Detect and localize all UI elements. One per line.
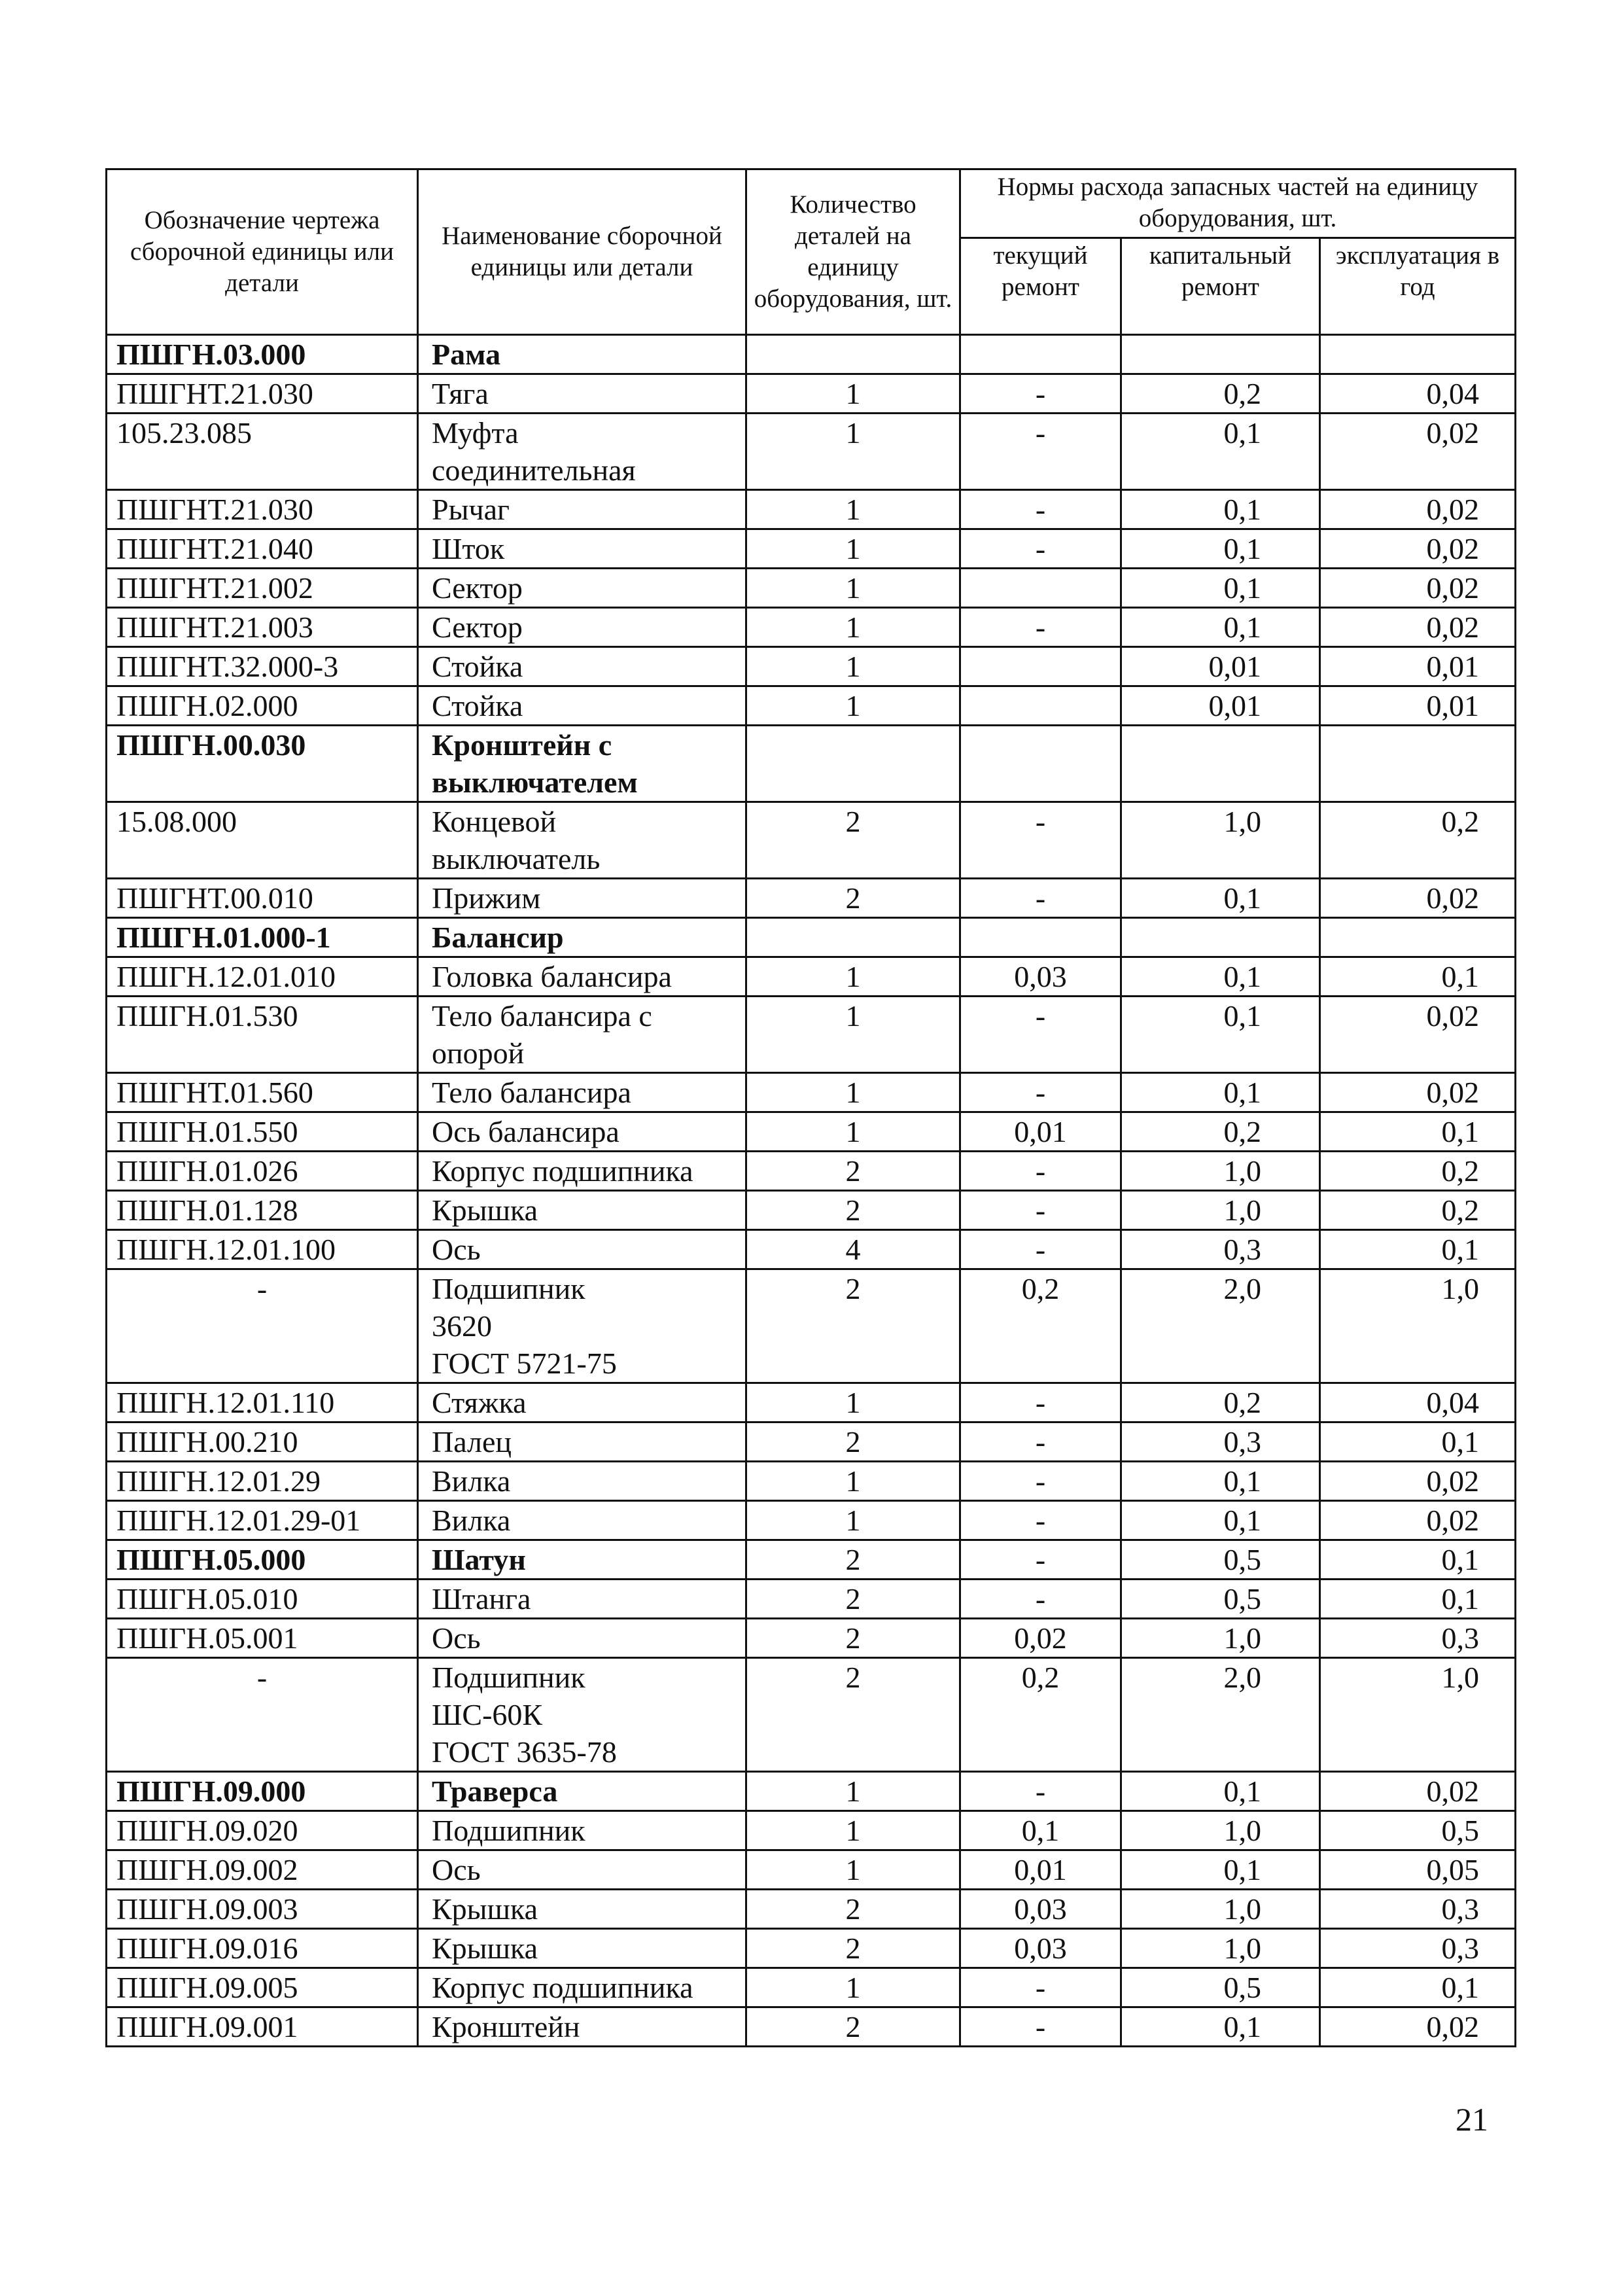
cell-quantity: 2 bbox=[746, 1152, 960, 1191]
cell-capital-repair: 0,01 bbox=[1121, 686, 1320, 726]
cell-drawing-code: ПШГН.05.010 bbox=[107, 1580, 418, 1619]
cell-capital-repair: 0,1 bbox=[1121, 1772, 1320, 1811]
cell-quantity: 1 bbox=[746, 957, 960, 997]
table-row bbox=[107, 879, 1516, 918]
cell-capital-repair: 0,2 bbox=[1121, 1112, 1320, 1152]
cell-drawing-code: ПШГН.09.001 bbox=[107, 2007, 418, 2047]
cell-capital-repair: 0,1 bbox=[1121, 569, 1320, 608]
cell-current-repair: - bbox=[960, 1152, 1121, 1191]
header-quantity: Количество деталей на единицу оборудования, шт. bbox=[746, 169, 960, 335]
cell-operation-per-year: 0,3 bbox=[1320, 1929, 1516, 1968]
cell-operation-per-year: 0,1 bbox=[1320, 1968, 1516, 2007]
cell-drawing-code: - bbox=[107, 1269, 418, 1383]
cell-quantity: 2 bbox=[746, 1890, 960, 1929]
cell-quantity: 1 bbox=[746, 686, 960, 726]
cell-current-repair: 0,2 bbox=[960, 1658, 1121, 1772]
cell-quantity: 1 bbox=[746, 1501, 960, 1540]
cell-capital-repair: 1,0 bbox=[1121, 1619, 1320, 1658]
cell-drawing-code: ПШГН.02.000 bbox=[107, 686, 418, 726]
cell-drawing-code: ПШГН.01.550 bbox=[107, 1112, 418, 1152]
cell-quantity bbox=[746, 918, 960, 957]
cell-capital-repair: 0,2 bbox=[1121, 1383, 1320, 1422]
cell-current-repair bbox=[960, 569, 1121, 608]
table-row bbox=[107, 1850, 1516, 1890]
cell-part-name: Траверса bbox=[418, 1772, 746, 1811]
cell-drawing-code: ПШГНТ.21.030 bbox=[107, 490, 418, 529]
cell-current-repair: 0,03 bbox=[960, 957, 1121, 997]
cell-operation-per-year bbox=[1320, 726, 1516, 802]
table-row-assembly bbox=[107, 1772, 1516, 1811]
cell-current-repair: 0,02 bbox=[960, 1619, 1121, 1658]
cell-operation-per-year: 0,02 bbox=[1320, 414, 1516, 490]
cell-part-name: Муфта соединительная bbox=[418, 414, 746, 490]
table-row bbox=[107, 1811, 1516, 1850]
cell-current-repair: - bbox=[960, 529, 1121, 569]
cell-drawing-code: ПШГНТ.21.030 bbox=[107, 374, 418, 414]
cell-capital-repair: 0,1 bbox=[1121, 608, 1320, 647]
cell-operation-per-year: 1,0 bbox=[1320, 1269, 1516, 1383]
cell-quantity: 1 bbox=[746, 608, 960, 647]
cell-part-name: Крышка bbox=[418, 1191, 746, 1230]
cell-operation-per-year: 0,1 bbox=[1320, 1540, 1516, 1580]
cell-operation-per-year: 0,3 bbox=[1320, 1890, 1516, 1929]
cell-part-name: Шатун bbox=[418, 1540, 746, 1580]
cell-part-name: Концевой выключатель bbox=[418, 802, 746, 879]
cell-capital-repair: 1,0 bbox=[1121, 802, 1320, 879]
cell-quantity: 2 bbox=[746, 1540, 960, 1580]
table-header bbox=[107, 169, 1516, 335]
cell-current-repair: - bbox=[960, 1073, 1121, 1112]
cell-operation-per-year: 0,02 bbox=[1320, 608, 1516, 647]
cell-operation-per-year: 0,3 bbox=[1320, 1619, 1516, 1658]
cell-current-repair: 0,03 bbox=[960, 1929, 1121, 1968]
cell-operation-per-year: 0,1 bbox=[1320, 1422, 1516, 1462]
cell-current-repair bbox=[960, 647, 1121, 686]
cell-capital-repair: 0,1 bbox=[1121, 490, 1320, 529]
cell-part-name: Сектор bbox=[418, 608, 746, 647]
cell-quantity bbox=[746, 335, 960, 374]
cell-part-name: Прижим bbox=[418, 879, 746, 918]
cell-operation-per-year: 0,02 bbox=[1320, 997, 1516, 1073]
cell-part-name: Ось балансира bbox=[418, 1112, 746, 1152]
cell-part-name: Рама bbox=[418, 335, 746, 374]
cell-drawing-code: - bbox=[107, 1658, 418, 1772]
cell-part-name: Тяга bbox=[418, 374, 746, 414]
cell-drawing-code: ПШГНТ.00.010 bbox=[107, 879, 418, 918]
cell-quantity: 1 bbox=[746, 1112, 960, 1152]
cell-quantity: 1 bbox=[746, 1850, 960, 1890]
table-row bbox=[107, 1968, 1516, 2007]
cell-quantity: 2 bbox=[746, 1580, 960, 1619]
table-row bbox=[107, 1230, 1516, 1269]
header-drawing-code: Обозначение чертежа сборочной единицы или детали bbox=[107, 169, 418, 335]
table-row bbox=[107, 686, 1516, 726]
table-row bbox=[107, 802, 1516, 879]
cell-capital-repair bbox=[1121, 918, 1320, 957]
cell-current-repair: 0,03 bbox=[960, 1890, 1121, 1929]
table-row-assembly bbox=[107, 335, 1516, 374]
cell-part-name: Штанга bbox=[418, 1580, 746, 1619]
cell-drawing-code: ПШГН.01.530 bbox=[107, 997, 418, 1073]
cell-part-name: Подшипник ШС-60К ГОСТ 3635-78 bbox=[418, 1658, 746, 1772]
cell-operation-per-year bbox=[1320, 918, 1516, 957]
cell-quantity bbox=[746, 726, 960, 802]
table-row bbox=[107, 1383, 1516, 1422]
cell-current-repair bbox=[960, 686, 1121, 726]
cell-quantity: 2 bbox=[746, 1422, 960, 1462]
cell-current-repair: 0,1 bbox=[960, 1811, 1121, 1850]
cell-drawing-code: ПШГН.12.01.110 bbox=[107, 1383, 418, 1422]
table-row bbox=[107, 608, 1516, 647]
cell-quantity: 2 bbox=[746, 802, 960, 879]
cell-current-repair: - bbox=[960, 490, 1121, 529]
cell-capital-repair: 0,3 bbox=[1121, 1230, 1320, 1269]
cell-part-name: Кронштейн bbox=[418, 2007, 746, 2047]
table-row-assembly bbox=[107, 726, 1516, 802]
cell-quantity: 1 bbox=[746, 529, 960, 569]
table-row bbox=[107, 1658, 1516, 1772]
cell-drawing-code: ПШГН.09.005 bbox=[107, 1968, 418, 2007]
cell-drawing-code: 105.23.085 bbox=[107, 414, 418, 490]
cell-drawing-code: ПШГНТ.21.040 bbox=[107, 529, 418, 569]
cell-current-repair: - bbox=[960, 802, 1121, 879]
cell-drawing-code: ПШГН.09.016 bbox=[107, 1929, 418, 1968]
cell-current-repair: 0,2 bbox=[960, 1269, 1121, 1383]
cell-part-name: Вилка bbox=[418, 1462, 746, 1501]
cell-operation-per-year: 0,02 bbox=[1320, 1501, 1516, 1540]
table-row bbox=[107, 569, 1516, 608]
cell-part-name: Крышка bbox=[418, 1890, 746, 1929]
cell-drawing-code: 15.08.000 bbox=[107, 802, 418, 879]
cell-quantity: 1 bbox=[746, 414, 960, 490]
table-row bbox=[107, 1501, 1516, 1540]
cell-capital-repair: 0,1 bbox=[1121, 414, 1320, 490]
header-part-name: Наименование сборочной единицы или детали bbox=[418, 169, 746, 335]
cell-part-name: Балансир bbox=[418, 918, 746, 957]
cell-current-repair: - bbox=[960, 608, 1121, 647]
cell-quantity: 1 bbox=[746, 490, 960, 529]
cell-capital-repair: 1,0 bbox=[1121, 1152, 1320, 1191]
cell-drawing-code: ПШГНТ.32.000-3 bbox=[107, 647, 418, 686]
cell-capital-repair: 1,0 bbox=[1121, 1811, 1320, 1850]
page-number: 21 bbox=[1456, 2101, 1488, 2138]
cell-current-repair: - bbox=[960, 374, 1121, 414]
cell-quantity: 1 bbox=[746, 647, 960, 686]
cell-part-name: Палец bbox=[418, 1422, 746, 1462]
cell-current-repair: - bbox=[960, 1462, 1121, 1501]
cell-current-repair: - bbox=[960, 1501, 1121, 1540]
cell-drawing-code: ПШГН.01.000-1 bbox=[107, 918, 418, 957]
cell-capital-repair: 0,1 bbox=[1121, 1850, 1320, 1890]
cell-current-repair: - bbox=[960, 1580, 1121, 1619]
cell-drawing-code: ПШГН.01.026 bbox=[107, 1152, 418, 1191]
cell-part-name: Стяжка bbox=[418, 1383, 746, 1422]
cell-current-repair bbox=[960, 726, 1121, 802]
cell-drawing-code: ПШГН.00.030 bbox=[107, 726, 418, 802]
table-row bbox=[107, 1462, 1516, 1501]
cell-current-repair: - bbox=[960, 1422, 1121, 1462]
table-row bbox=[107, 1152, 1516, 1191]
cell-capital-repair: 0,5 bbox=[1121, 1580, 1320, 1619]
header-operation-per-year: эксплуатация в год bbox=[1320, 238, 1516, 335]
cell-drawing-code: ПШГН.09.003 bbox=[107, 1890, 418, 1929]
cell-operation-per-year bbox=[1320, 335, 1516, 374]
cell-capital-repair: 0,01 bbox=[1121, 647, 1320, 686]
cell-part-name: Головка балансира bbox=[418, 957, 746, 997]
cell-operation-per-year: 0,04 bbox=[1320, 1383, 1516, 1422]
table-row bbox=[107, 647, 1516, 686]
table-row bbox=[107, 490, 1516, 529]
cell-drawing-code: ПШГН.12.01.100 bbox=[107, 1230, 418, 1269]
table-row-assembly bbox=[107, 918, 1516, 957]
cell-operation-per-year: 0,1 bbox=[1320, 957, 1516, 997]
cell-capital-repair: 0,1 bbox=[1121, 2007, 1320, 2047]
cell-capital-repair bbox=[1121, 335, 1320, 374]
table-row bbox=[107, 1073, 1516, 1112]
spare-parts-table bbox=[105, 168, 1516, 2047]
cell-drawing-code: ПШГН.03.000 bbox=[107, 335, 418, 374]
cell-capital-repair: 1,0 bbox=[1121, 1890, 1320, 1929]
cell-quantity: 2 bbox=[746, 1929, 960, 1968]
header-capital-repair: капитальный ремонт bbox=[1121, 238, 1320, 335]
header-current-repair: текущий ремонт bbox=[960, 238, 1121, 335]
cell-capital-repair: 0,1 bbox=[1121, 879, 1320, 918]
cell-drawing-code: ПШГН.12.01.29 bbox=[107, 1462, 418, 1501]
table-row bbox=[107, 414, 1516, 490]
cell-part-name: Тело балансира bbox=[418, 1073, 746, 1112]
cell-operation-per-year: 0,02 bbox=[1320, 529, 1516, 569]
cell-quantity: 1 bbox=[746, 1811, 960, 1850]
cell-operation-per-year: 0,1 bbox=[1320, 1580, 1516, 1619]
cell-part-name: Корпус подшипника bbox=[418, 1968, 746, 2007]
cell-part-name: Ось bbox=[418, 1850, 746, 1890]
cell-drawing-code: ПШГНТ.21.003 bbox=[107, 608, 418, 647]
cell-operation-per-year: 0,02 bbox=[1320, 2007, 1516, 2047]
cell-part-name: Стойка bbox=[418, 686, 746, 726]
cell-current-repair bbox=[960, 918, 1121, 957]
table-row bbox=[107, 1619, 1516, 1658]
cell-current-repair: - bbox=[960, 1383, 1121, 1422]
cell-drawing-code: ПШГН.09.020 bbox=[107, 1811, 418, 1850]
cell-capital-repair: 1,0 bbox=[1121, 1929, 1320, 1968]
cell-quantity: 1 bbox=[746, 1462, 960, 1501]
cell-drawing-code: ПШГН.05.001 bbox=[107, 1619, 418, 1658]
cell-capital-repair: 0,1 bbox=[1121, 1462, 1320, 1501]
cell-drawing-code: ПШГН.01.128 bbox=[107, 1191, 418, 1230]
cell-quantity: 2 bbox=[746, 879, 960, 918]
cell-quantity: 1 bbox=[746, 569, 960, 608]
cell-capital-repair: 0,1 bbox=[1121, 1501, 1320, 1540]
cell-operation-per-year: 0,2 bbox=[1320, 1191, 1516, 1230]
cell-operation-per-year: 0,02 bbox=[1320, 1772, 1516, 1811]
cell-operation-per-year: 0,1 bbox=[1320, 1230, 1516, 1269]
cell-drawing-code: ПШГН.09.000 bbox=[107, 1772, 418, 1811]
cell-operation-per-year: 1,0 bbox=[1320, 1658, 1516, 1772]
table-row bbox=[107, 997, 1516, 1073]
table-body bbox=[107, 335, 1516, 2047]
cell-operation-per-year: 0,02 bbox=[1320, 1073, 1516, 1112]
cell-capital-repair: 0,3 bbox=[1121, 1422, 1320, 1462]
cell-drawing-code: ПШГН.12.01.010 bbox=[107, 957, 418, 997]
cell-part-name: Рычаг bbox=[418, 490, 746, 529]
table-row bbox=[107, 1191, 1516, 1230]
cell-operation-per-year: 0,2 bbox=[1320, 802, 1516, 879]
cell-quantity: 2 bbox=[746, 2007, 960, 2047]
cell-drawing-code: ПШГНТ.21.002 bbox=[107, 569, 418, 608]
cell-capital-repair: 0,2 bbox=[1121, 374, 1320, 414]
cell-operation-per-year: 0,02 bbox=[1320, 879, 1516, 918]
cell-operation-per-year: 0,04 bbox=[1320, 374, 1516, 414]
cell-part-name: Кронштейн с выключателем bbox=[418, 726, 746, 802]
header-consumption-norms: Нормы расхода запасных частей на единицу оборудования, шт. bbox=[960, 169, 1516, 238]
cell-current-repair: - bbox=[960, 414, 1121, 490]
cell-part-name: Подшипник 3620 ГОСТ 5721-75 bbox=[418, 1269, 746, 1383]
cell-capital-repair: 0,1 bbox=[1121, 997, 1320, 1073]
cell-drawing-code: ПШГН.09.002 bbox=[107, 1850, 418, 1890]
cell-capital-repair: 0,1 bbox=[1121, 529, 1320, 569]
cell-part-name: Тело балансира с опорой bbox=[418, 997, 746, 1073]
cell-capital-repair: 2,0 bbox=[1121, 1658, 1320, 1772]
table-row bbox=[107, 529, 1516, 569]
cell-part-name: Корпус подшипника bbox=[418, 1152, 746, 1191]
cell-current-repair: - bbox=[960, 1230, 1121, 1269]
cell-current-repair: 0,01 bbox=[960, 1112, 1121, 1152]
cell-part-name: Ось bbox=[418, 1619, 746, 1658]
cell-operation-per-year: 0,02 bbox=[1320, 569, 1516, 608]
cell-operation-per-year: 0,01 bbox=[1320, 647, 1516, 686]
cell-capital-repair: 0,5 bbox=[1121, 1968, 1320, 2007]
cell-operation-per-year: 0,2 bbox=[1320, 1152, 1516, 1191]
cell-drawing-code: ПШГНТ.01.560 bbox=[107, 1073, 418, 1112]
cell-current-repair: - bbox=[960, 1540, 1121, 1580]
cell-quantity: 1 bbox=[746, 997, 960, 1073]
cell-operation-per-year: 0,02 bbox=[1320, 1462, 1516, 1501]
cell-current-repair: - bbox=[960, 2007, 1121, 2047]
cell-part-name: Крышка bbox=[418, 1929, 746, 1968]
table-row bbox=[107, 1929, 1516, 1968]
cell-capital-repair: 0,5 bbox=[1121, 1540, 1320, 1580]
table-row bbox=[107, 2007, 1516, 2047]
cell-quantity: 1 bbox=[746, 374, 960, 414]
table-row bbox=[107, 1580, 1516, 1619]
cell-drawing-code: ПШГН.00.210 bbox=[107, 1422, 418, 1462]
cell-part-name: Ось bbox=[418, 1230, 746, 1269]
table-row bbox=[107, 1422, 1516, 1462]
cell-quantity: 1 bbox=[746, 1073, 960, 1112]
table-row bbox=[107, 1269, 1516, 1383]
cell-operation-per-year: 0,05 bbox=[1320, 1850, 1516, 1890]
cell-quantity: 1 bbox=[746, 1772, 960, 1811]
cell-capital-repair: 0,1 bbox=[1121, 957, 1320, 997]
cell-quantity: 2 bbox=[746, 1619, 960, 1658]
cell-capital-repair: 0,1 bbox=[1121, 1073, 1320, 1112]
cell-current-repair: - bbox=[960, 1772, 1121, 1811]
cell-quantity: 2 bbox=[746, 1269, 960, 1383]
cell-capital-repair: 2,0 bbox=[1121, 1269, 1320, 1383]
cell-drawing-code: ПШГН.12.01.29-01 bbox=[107, 1501, 418, 1540]
cell-part-name: Подшипник bbox=[418, 1811, 746, 1850]
cell-drawing-code: ПШГН.05.000 bbox=[107, 1540, 418, 1580]
cell-current-repair: - bbox=[960, 997, 1121, 1073]
cell-operation-per-year: 0,1 bbox=[1320, 1112, 1516, 1152]
cell-operation-per-year: 0,02 bbox=[1320, 490, 1516, 529]
table-row bbox=[107, 374, 1516, 414]
cell-current-repair: - bbox=[960, 1968, 1121, 2007]
cell-part-name: Шток bbox=[418, 529, 746, 569]
cell-quantity: 1 bbox=[746, 1383, 960, 1422]
cell-current-repair bbox=[960, 335, 1121, 374]
cell-capital-repair: 1,0 bbox=[1121, 1191, 1320, 1230]
cell-current-repair: - bbox=[960, 879, 1121, 918]
table-row bbox=[107, 957, 1516, 997]
table-row-assembly bbox=[107, 1540, 1516, 1580]
cell-operation-per-year: 0,5 bbox=[1320, 1811, 1516, 1850]
table-row bbox=[107, 1890, 1516, 1929]
table-row bbox=[107, 1112, 1516, 1152]
cell-quantity: 2 bbox=[746, 1191, 960, 1230]
cell-part-name: Сектор bbox=[418, 569, 746, 608]
cell-current-repair: 0,01 bbox=[960, 1850, 1121, 1890]
cell-part-name: Стойка bbox=[418, 647, 746, 686]
cell-part-name: Вилка bbox=[418, 1501, 746, 1540]
cell-quantity: 2 bbox=[746, 1658, 960, 1772]
cell-current-repair: - bbox=[960, 1191, 1121, 1230]
cell-quantity: 4 bbox=[746, 1230, 960, 1269]
cell-operation-per-year: 0,01 bbox=[1320, 686, 1516, 726]
cell-quantity: 1 bbox=[746, 1968, 960, 2007]
cell-capital-repair bbox=[1121, 726, 1320, 802]
